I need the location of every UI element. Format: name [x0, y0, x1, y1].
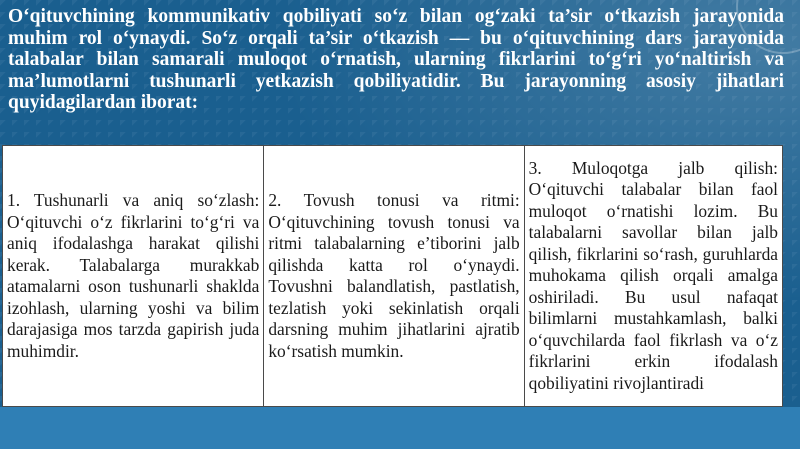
table-cell-3: 3. Muloqotga jalb qilish: O‘qituvchi talabalar bilan faol muloqot o‘rnatishi lozim. Bu talabalarni savollar bilan jalb qilish, fikrlarini so‘rash, guruhlarda muhokama qilish orqali amalga oshiriladi. Bu usul nafaqat bilimlarni mustahkamlash, balki o‘quvchilarda faol fikrlash va o‘z fikrlarini erkin ifodalash qobiliyatini rivojlantiradi	[524, 146, 782, 406]
intro-paragraph: O‘qituvchining kommunikativ qobiliyati so‘z bilan og‘zaki ta’sir o‘tkazish jarayonida muhim rol o‘ynaydi. So‘z orqali ta’sir o‘tkazish — bu o‘qituvchining dars jarayonida talabalar bilan samarali muloqot o‘rnatish, ularning fikrlarini to‘g‘ri yo‘naltirish va ma’lumotlarni tushunarli yetkazish qobiliyatidir. Bu jarayonning asosiy jihatlari quyidagilardan iborat:	[8, 6, 784, 113]
table-cell-2: 2. Tovush tonusi va ritmi: O‘qituvchining tovush tonusi va ritmi talabalarning e’tiborini jalb qilishda katta rol o‘ynaydi. Tovushni balandlatish, pastlatish, tezlatish yoki sekinlatish orqali darsning muhim jihatlarini ajratib ko‘rsatish mumkin.	[263, 146, 523, 406]
bottom-bar	[0, 407, 800, 449]
content-table	[2, 145, 783, 407]
table-cell-1: 1. Tushunarli va aniq so‘zlash: O‘qituvchi o‘z fikrlarini to‘g‘ri va aniq ifodalashga harakat qilishi kerak. Talabalarga murakkab atamalarni oson tushunarli shaklda izohlash, ularning yoshi va bilim darajasiga mos tarzda gapirish juda muhimdir.	[7, 190, 260, 361]
